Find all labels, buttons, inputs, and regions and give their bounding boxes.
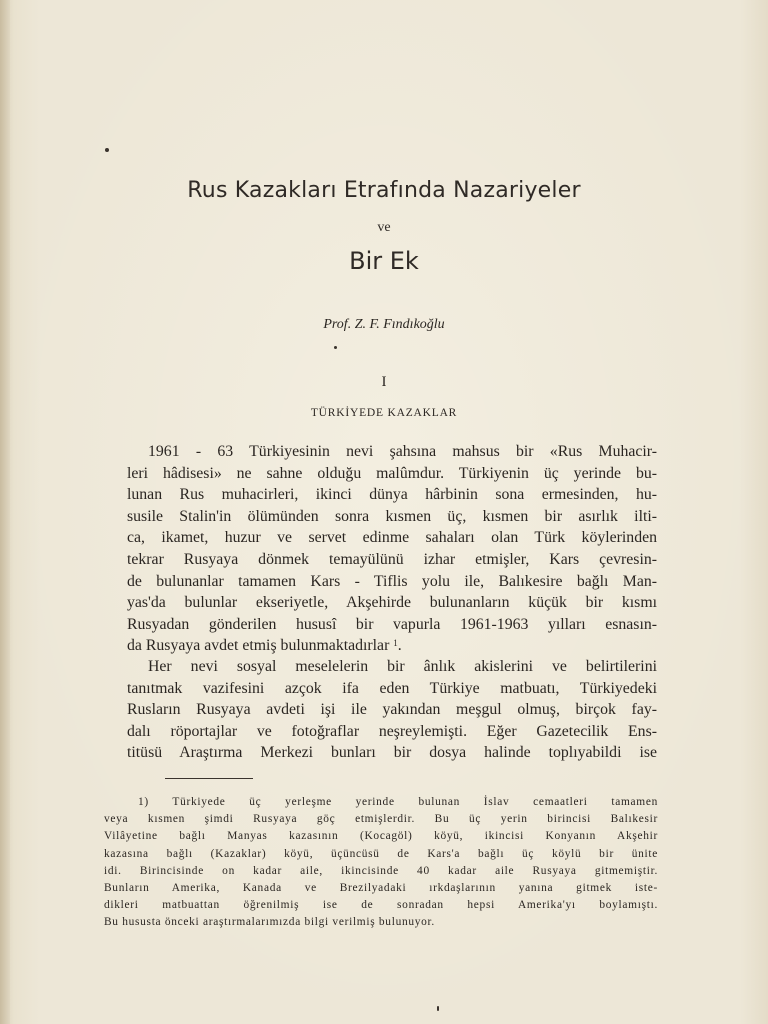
- title-connector: ve: [377, 220, 391, 235]
- author-name: Prof. Z. F. Fındıkoğlu: [323, 317, 445, 332]
- text-line: Rusyadan gönderilen hususî bir vapurla 1961-1963 yılları esnasın-: [127, 615, 657, 633]
- article-title: Rus Kazakları Etrafında Nazariyeler: [187, 178, 581, 203]
- footnote-line: dikleri matbuattan öğrenilmiş ise de sonradan hepsi Amerika'yı boylamıştı.: [104, 899, 658, 912]
- footnote-reference: 1: [393, 638, 398, 649]
- paragraph-2: [127, 656, 657, 764]
- text-line: yas'da bulunlar ekseriyetle, Akşehirde bulunanların küçük bir kısmı: [127, 594, 657, 612]
- text-line: susile Stalin'in ölümünden sonra kısmen üç, kısmen bir asırlık ilti-: [127, 507, 657, 525]
- footnote-line: Bu hususta önceki araştırmalarımızda bilgi verilmiş bulunuyor.: [104, 916, 435, 929]
- footnote-divider: [165, 778, 253, 779]
- text-line: [127, 635, 657, 657]
- text-line: lunan Rus muhacirleri, ikinci dünya hârbinin sona ermesinden, hu-: [127, 486, 657, 504]
- page-edge-shadow: [0, 0, 10, 1024]
- section-number: I: [381, 374, 387, 390]
- ink-speck: [105, 148, 109, 152]
- paragraph-1: [127, 441, 657, 657]
- text-line: tanıtmak vazifesini azçok ifa eden Türkiye matbuatı, Türkiyedeki: [127, 679, 657, 697]
- footnote-line: 1) Türkiyede üç yerleşme yerinde bulunan İslav cemaatleri tamamen: [138, 796, 658, 808]
- text-line-content: da Rusyaya avdet etmiş bulunmaktadırlar: [127, 637, 390, 655]
- text-line: Her nevi sosyal meselelerin bir ânlık akislerini ve belirtilerini: [148, 658, 657, 675]
- text-line: leri hâdisesi» ne sahne olduğu malûmdur. Türkiyenin üç yerinde bu-: [127, 464, 657, 482]
- footnote: [104, 794, 658, 932]
- footnote-line: Vilâyetine bağlı Manyas kazasının (Kocagöl) köyü, ikincisi Konyanın Akşehir: [104, 830, 658, 843]
- ink-speck: [437, 1006, 439, 1011]
- text-line: de bulunanlar tamamen Kars - Tiflis yolu ile, Balıkesire bağlı Man-: [127, 572, 657, 590]
- footnote-line: veya kısmen şimdi Rusyaya göç etmişlerdir. Bu üç yerin birincisi Balıkesir: [104, 813, 658, 826]
- text-line: dalı röportajlar ve fotoğraflar neşreylemişti. Eğer Gazetecilik Ens-: [127, 722, 657, 740]
- text-line: tekrar Rusyaya dönmek temayülünü izhar etmişler, Kars çevresin-: [127, 550, 657, 568]
- text-line: titüsü Araştırma Merkezi bunları bir dosya halinde toplıyabildi ise: [127, 744, 657, 762]
- text-line: 1961 - 63 Türkiyesinin nevi şahsına mahsus bir «Rus Muhacir-: [148, 443, 657, 460]
- sentence-end: .: [397, 637, 402, 655]
- footnote-line: idi. Birincisinde on kadar aile, ikincisinde 40 kadar aile Rusyaya gitmemiştir.: [104, 864, 658, 877]
- footnote-line: kazasına bağlı (Kazaklar) köyü, üçüncüsü de Kars'a bağlı üç köylü bir ünite: [104, 847, 658, 860]
- ink-speck: [334, 346, 337, 349]
- text-line: ca, ikamet, huzur ve servet edinme sahaları olan Türk köylerinden: [127, 529, 657, 547]
- footnote-line: Bunların Amerika, Kanada ve Brezilyadaki ırkdaşlarının yanına gitmek iste-: [104, 881, 658, 894]
- text-line: Rusların Rusyaya avdeti işi ile yakından meşgul olmuş, birçok fay-: [127, 701, 657, 719]
- article-subtitle: Bir Ek: [349, 247, 419, 275]
- section-heading: TÜRKİYEDE KAZAKLAR: [310, 407, 458, 419]
